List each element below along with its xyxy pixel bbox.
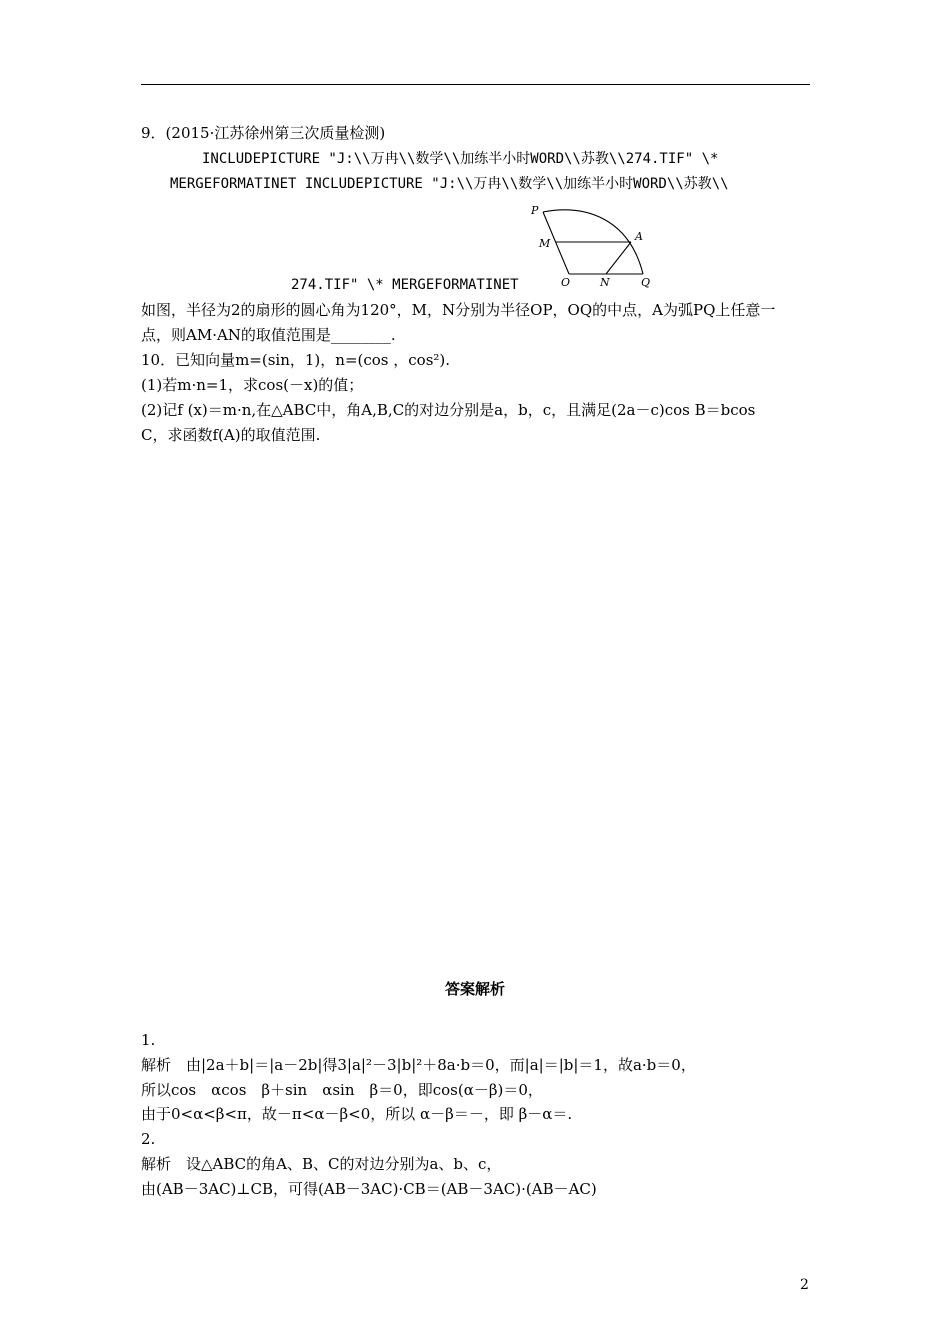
- q9-header: 9．(2015·江苏徐州第三次质量检测): [141, 124, 386, 142]
- q9-field-code-1: INCLUDEPICTURE "J:\\万冉\\数学\\加练半小时WORD\\苏教\\274.TIF" \*: [202, 151, 719, 167]
- label-A: A: [635, 230, 643, 243]
- header-rule: [141, 84, 810, 85]
- label-N: N: [600, 276, 610, 289]
- label-M: M: [539, 237, 551, 250]
- answer-heading: 答案解析: [444, 980, 505, 998]
- page-number: 2: [800, 1277, 809, 1293]
- sector-figure: [525, 200, 665, 290]
- q10-line-4: C，求函数f(A)的取值范围.: [141, 426, 321, 444]
- answer-1-number: 1.: [141, 1031, 156, 1049]
- q10-line-1: 10．已知向量m=(sin，1)，n=(cos ，cos²).: [141, 351, 451, 369]
- answer-2-line-1: 解析 设△ABC的角A、B、C的对边分别为a、b、c，: [141, 1155, 502, 1173]
- q10-line-2: (1)若m·n=1，求cos(－x)的值；: [141, 376, 364, 394]
- q9-field-code-2: MERGEFORMATINET INCLUDEPICTURE "J:\\万冉\\数学\\加练半小时WORD\\苏教\\: [170, 176, 729, 192]
- q10-line-3: (2)记f (x)＝m·n,在△ABC中，角A,B,C的对边分别是a，b，c，且满足(2a－c)cos B＝bcos: [141, 401, 756, 419]
- answer-1-line-2: 所以cos αcos β＋sin αsin β＝0，即cos(α－β)＝0，: [141, 1081, 543, 1099]
- answer-1-line-1: 解析 由|2a＋b|＝|a－2b|得3|a|²－3|b|²＋8a·b＝0，而|a|＝|b|＝1，故a·b＝0，: [141, 1056, 696, 1074]
- answer-2-line-2: 由(AB－3AC)⊥CB，可得(AB－3AC)·CB＝(AB－3AC)·(AB－AC): [141, 1180, 597, 1198]
- label-O: O: [561, 276, 571, 289]
- label-P: P: [531, 204, 539, 217]
- answer-2-number: 2.: [141, 1130, 156, 1148]
- q9-text-2: 点，则AM·AN的取值范围是________.: [141, 326, 396, 344]
- q9-field-code-3: 274.TIF" \* MERGEFORMATINET: [291, 277, 519, 293]
- answer-1-line-3: 由于0<α<β<π，故－π<α－β<0，所以 α－β＝－，即 β－α＝.: [141, 1105, 573, 1123]
- q9-text-1: 如图，半径为2的扇形的圆心角为120°，M，N分别为半径OP，OQ的中点，A为弧PQ上任意一: [141, 301, 776, 319]
- label-Q: Q: [641, 276, 651, 289]
